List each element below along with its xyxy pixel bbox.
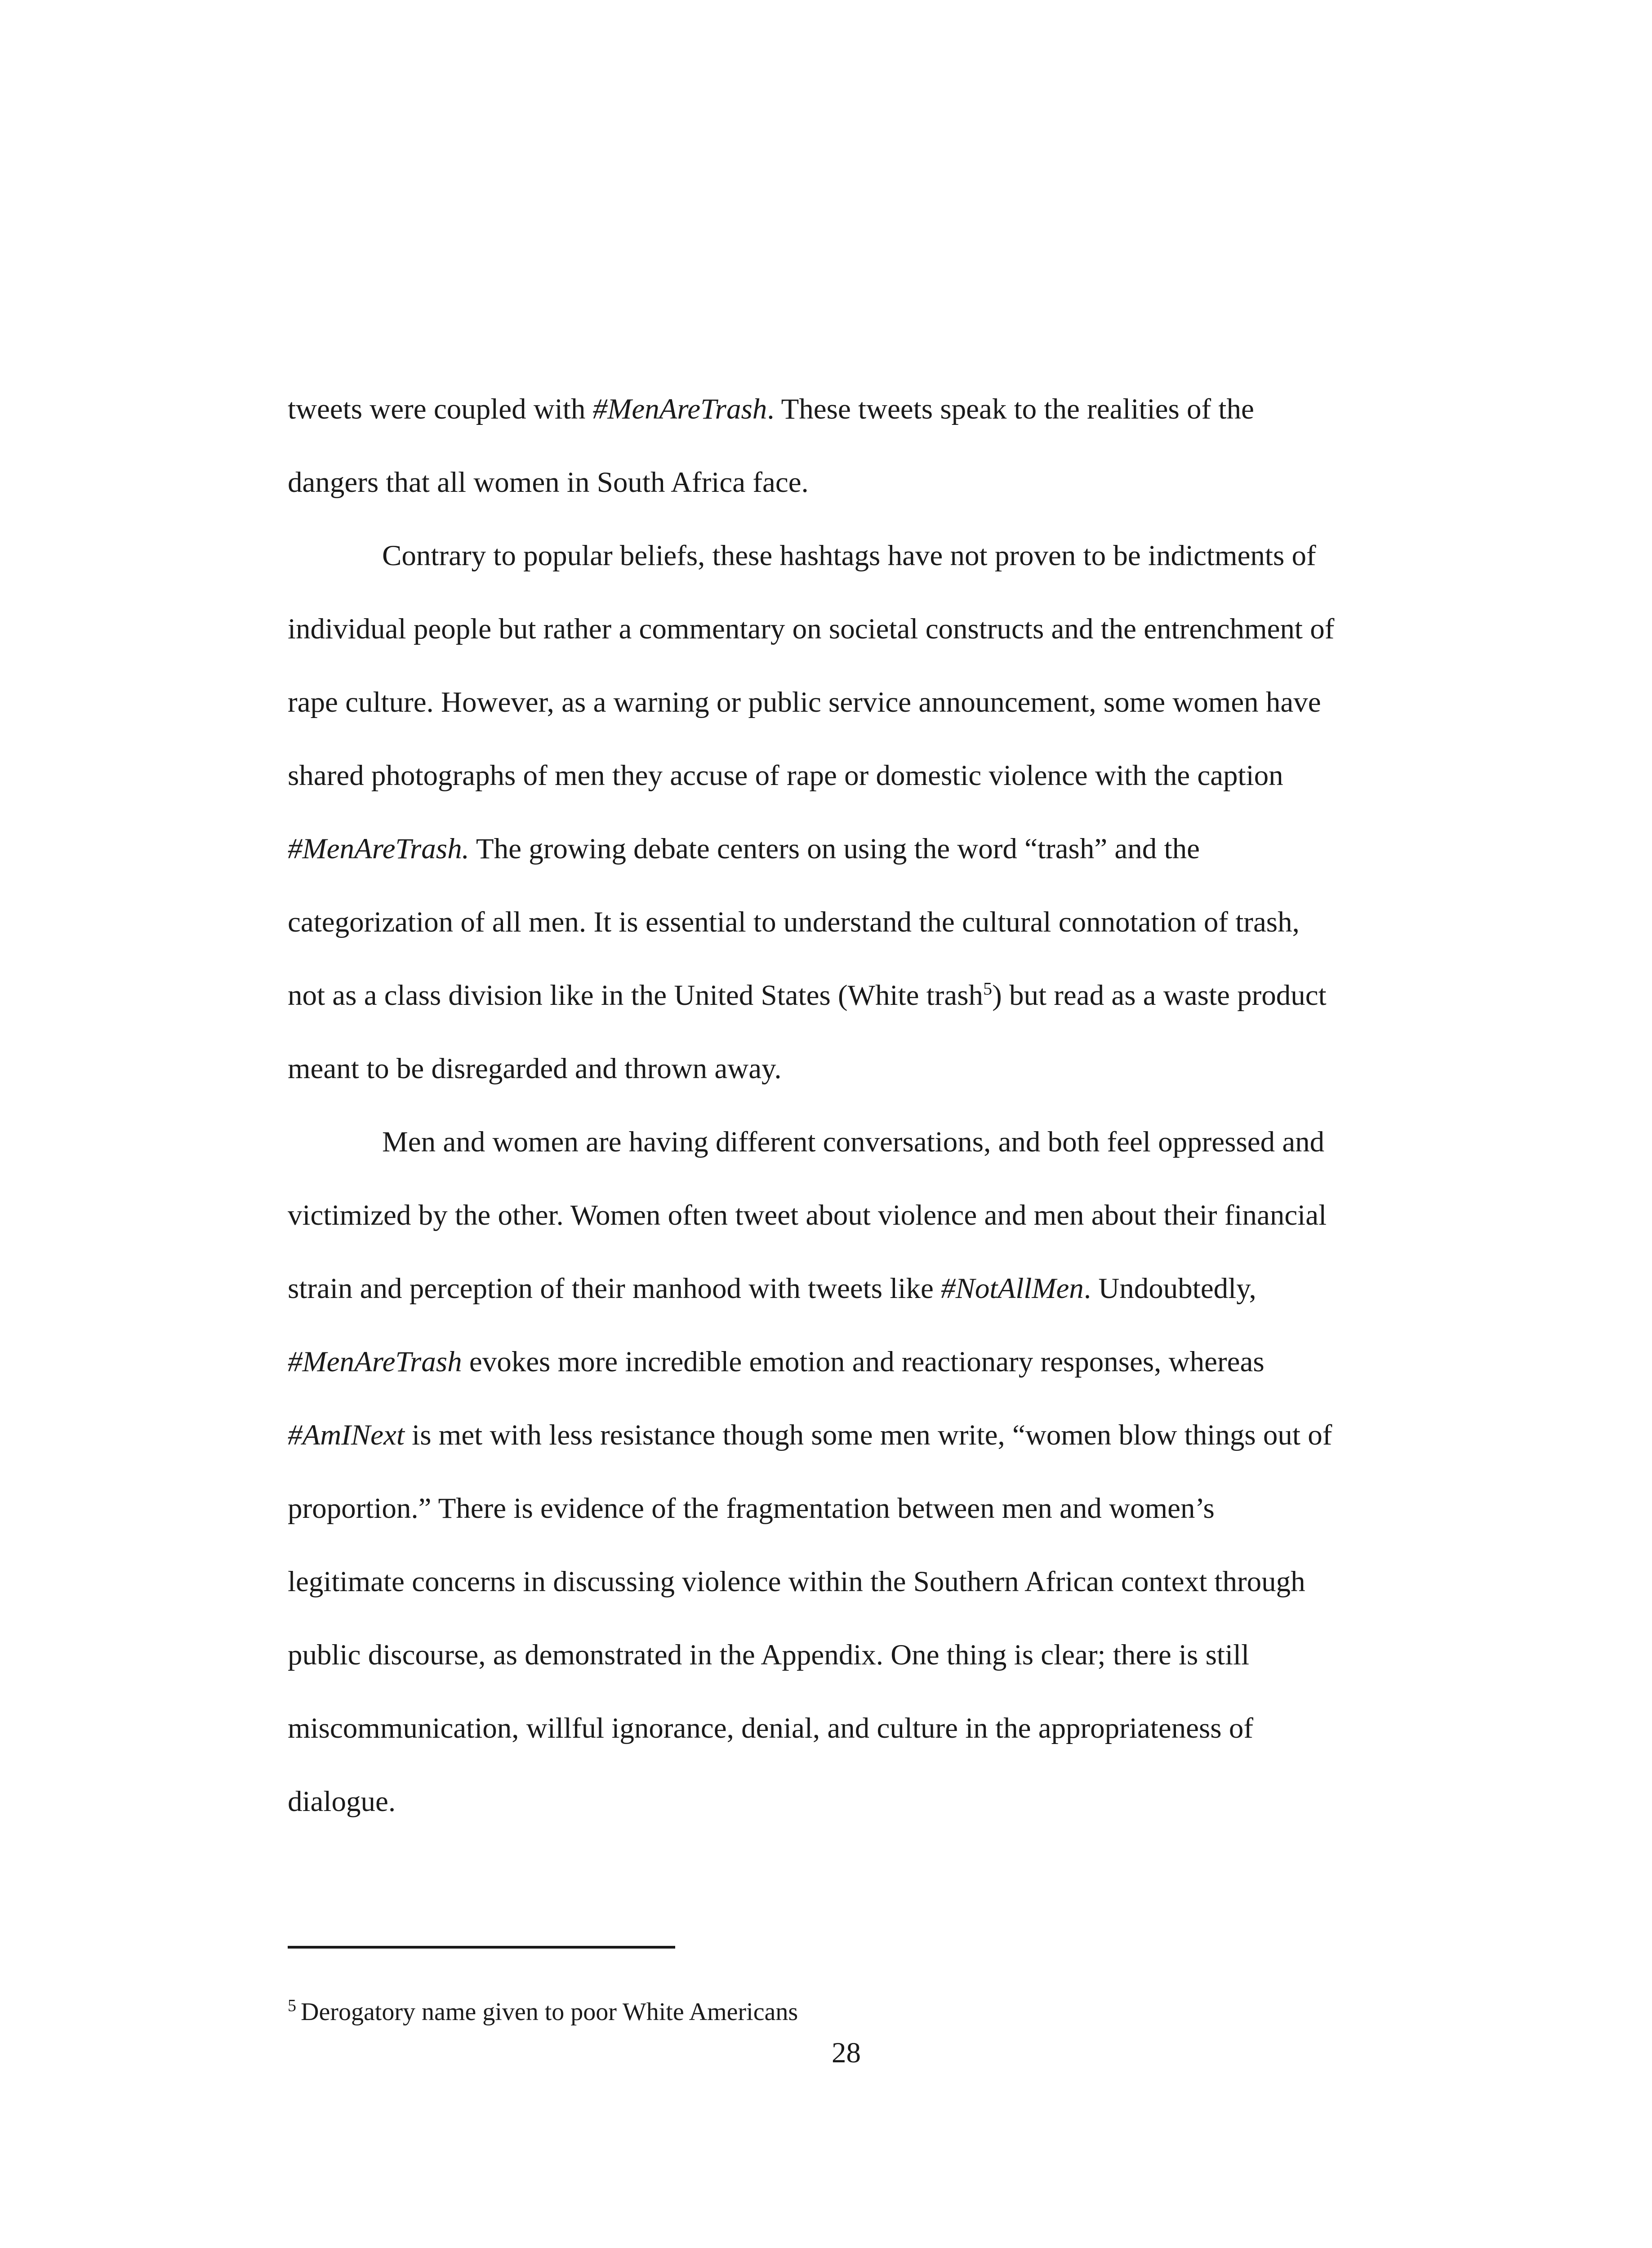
body-line: shared photographs of men they accuse of rape or domestic violence with the caption (288, 759, 1283, 792)
body-line: #MenAreTrash evokes more incredible emotion and reactionary responses, whereas (288, 1346, 1265, 1378)
body-line: not as a class division like in the United States (White trash$^5$) but read as a waste product (288, 978, 1327, 1012)
body-line: categorization of all men. It is essential to understand the cultural connotation of trash, (288, 906, 1300, 938)
body-line: #MenAreTrash. The growing debate centers on using the word “trash” and the (288, 833, 1200, 865)
footnote-mark: 5 (288, 1996, 296, 2016)
body-line: legitimate concerns in discussing violence within the Southern African context through (288, 1566, 1305, 1598)
body-line: #AmINext is met with less resistance though some men write, “women blow things out of (288, 1419, 1332, 1451)
footnote-reference: 5 (983, 978, 993, 999)
body-line: rape culture. However, as a warning or public service announcement, some women have (288, 686, 1321, 718)
paragraph-start-line: Men and women are having different conversations, and both feel oppressed and (382, 1126, 1325, 1158)
body-line: proportion.” There is evidence of the fragmentation between men and women’s (288, 1492, 1215, 1525)
body-line: victimized by the other. Women often tweet about violence and men about their financial (288, 1199, 1327, 1231)
footnote-text: Derogatory name given to poor White Americans (301, 1998, 798, 2026)
body-line: tweets were coupled with #MenAreTrash. These tweets speak to the realities of the (288, 393, 1254, 425)
body-line: strain and perception of their manhood with tweets like #NotAllMen. Undoubtedly, (288, 1272, 1256, 1305)
body-line: individual people but rather a commentary on societal constructs and the entrenchment of (288, 613, 1335, 645)
body-line: dialogue. (288, 1785, 396, 1818)
footnote (288, 1996, 798, 2028)
body-line: dangers that all women in South Africa face. (288, 466, 809, 499)
footnote-separator (288, 1946, 675, 1949)
body-line: miscommunication, willful ignorance, denial, and culture in the appropriateness of (288, 1712, 1253, 1744)
paragraph-start-line: Contrary to popular beliefs, these hashtags have not proven to be indictments of (382, 540, 1316, 572)
page-number: 28 (832, 2037, 861, 2069)
body-line: meant to be disregarded and thrown away. (288, 1053, 782, 1085)
body-line: public discourse, as demonstrated in the Appendix. One thing is clear; there is still (288, 1639, 1250, 1671)
